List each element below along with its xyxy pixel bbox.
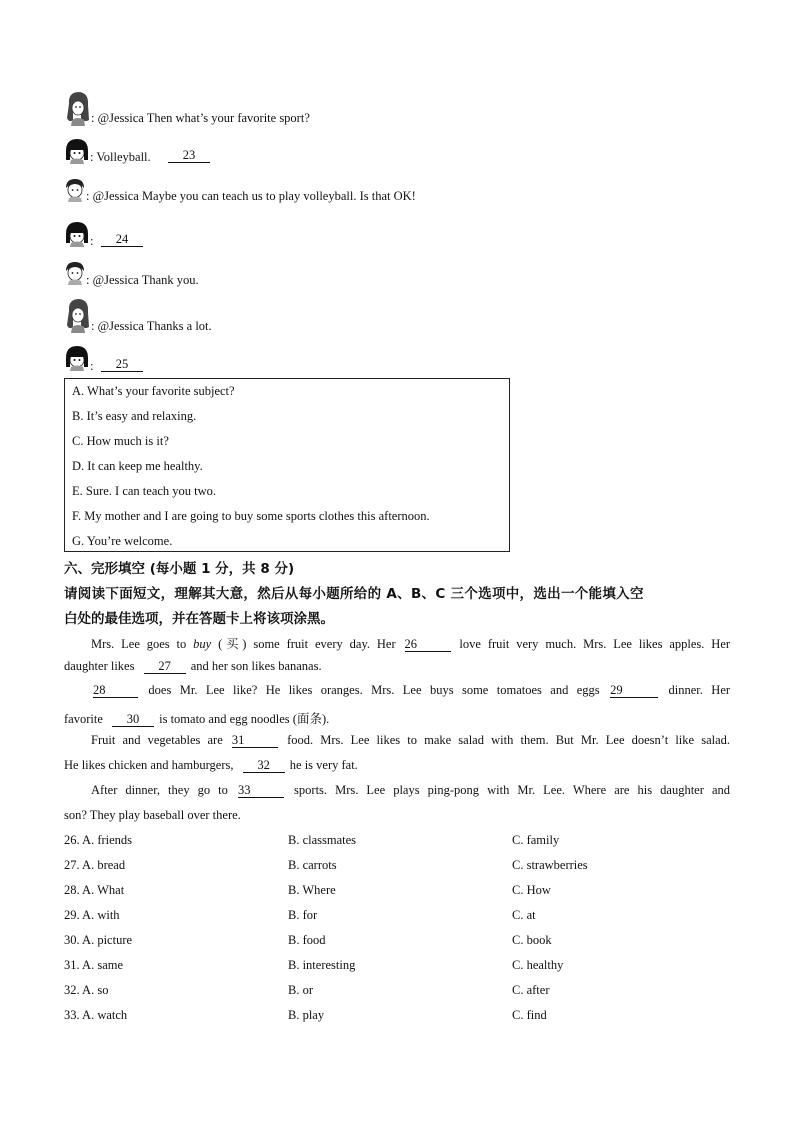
boy-avatar-icon: [64, 178, 86, 202]
options-box: [64, 378, 510, 552]
passage-line: [64, 758, 730, 773]
question-29-option-b: B. for: [288, 908, 318, 922]
passage-line: [64, 634, 730, 652]
option-b: B. It’s easy and relaxing.: [72, 409, 197, 423]
passage-text: (买) some fruit every day. Her: [218, 637, 396, 651]
boy-avatar-icon: [64, 261, 86, 285]
answer-blank: 23: [168, 149, 210, 163]
chat-message: : @Jessica Thanks a lot.: [91, 319, 212, 333]
chat-line: [64, 261, 364, 287]
question-27-option-b: B. carrots: [288, 858, 337, 872]
question-26-option-b: B. classmates: [288, 833, 357, 847]
passage-line: [64, 783, 730, 798]
chat-line: [64, 90, 464, 130]
question-28-option-b: B. Where: [288, 883, 336, 897]
chat-message: : @Jessica Then what’s your favorite sport?: [91, 111, 310, 125]
girl-avatar-icon: [64, 138, 90, 164]
instruction-line: 白处的最佳选项，并在答题卡上将该项涂黑。: [64, 611, 334, 627]
girl-avatar-icon: [64, 297, 92, 333]
option-a: A. What’s your favorite subject?: [72, 384, 235, 398]
passage-text: and her son likes bananas.: [190, 659, 322, 673]
question-32-option-b: B. or: [288, 983, 313, 997]
answer-blank: 24: [101, 233, 143, 247]
passage-text: Fruit and vegetables are: [91, 733, 223, 747]
passage-text: dinner. Her: [668, 683, 731, 697]
chat-line: [64, 297, 364, 337]
passage-line: [64, 733, 730, 748]
option-e: E. Sure. I can teach you two.: [72, 484, 217, 498]
passage-text: daughter likes: [64, 659, 135, 673]
question-33-option-b: B. play: [288, 1008, 325, 1022]
girl-avatar-icon: [64, 221, 90, 247]
chat-message: : @Jessica Thank you.: [86, 273, 199, 287]
passage-text: food. Mrs. Lee likes to make salad with them. But Mr. Lee doesn’t like salad.: [287, 733, 731, 747]
chat-line: [64, 345, 364, 375]
question-32-option-c: C. after: [512, 983, 550, 997]
question-30-option-c: C. book: [512, 933, 552, 947]
passage-text: love fruit very much. Mrs. Lee likes apples. Her: [459, 637, 731, 651]
answer-blank: 26: [405, 638, 451, 652]
instruction-line: 请阅读下面短文，理解其大意，然后从每小题所给的 A、B、C 三个选项中，选出一个能填入空: [64, 586, 644, 602]
passage-line: [64, 683, 730, 698]
question-33-option-c: C. find: [512, 1008, 547, 1022]
chat-message: :: [90, 359, 94, 373]
girl-avatar-icon: [64, 90, 92, 126]
question-27-option-c: C. strawberries: [512, 858, 588, 872]
question-31-option-c: C. healthy: [512, 958, 564, 972]
question-26-option-c: C. family: [512, 833, 560, 847]
question-29-option-a: 29. A. with: [64, 908, 120, 922]
option-f: F. My mother and I are going to buy some sports clothes this afternoon.: [72, 509, 430, 523]
passage-line: [64, 659, 730, 674]
passage-text: favorite: [64, 712, 103, 726]
passage-text: Mrs. Lee goes to: [91, 637, 187, 651]
question-28-option-c: C. How: [512, 883, 551, 897]
chat-line: [64, 221, 464, 251]
answer-blank: 30: [112, 713, 154, 727]
question-31-option-a: 31. A. same: [64, 958, 124, 972]
section-title: 六、完形填空 (每小题 1 分，共 8 分): [64, 561, 295, 577]
question-31-option-b: B. interesting: [288, 958, 356, 972]
passage-text: is tomato and egg noodles (面条).: [159, 712, 330, 726]
question-30-option-a: 30. A. picture: [64, 933, 133, 947]
question-27-option-a: 27. A. bread: [64, 858, 126, 872]
chat-message: : @Jessica Maybe you can teach us to play volleyball. Is that OK!: [86, 189, 416, 203]
question-28-option-a: 28. A. What: [64, 883, 125, 897]
chat-line: [64, 178, 484, 204]
option-g: G. You’re welcome.: [72, 534, 173, 548]
answer-blank: 33: [238, 784, 284, 798]
passage-text: After dinner, they go to: [91, 783, 228, 797]
question-26-option-a: 26. A. friends: [64, 833, 133, 847]
answer-blank: 32: [243, 759, 285, 773]
option-c: C. How much is it?: [72, 434, 169, 448]
chat-message: : Volleyball.: [90, 150, 151, 164]
option-d: D. It can keep me healthy.: [72, 459, 203, 473]
answer-blank: 31: [232, 734, 278, 748]
question-33-option-a: 33. A. watch: [64, 1008, 128, 1022]
question-32-option-a: 32. A. so: [64, 983, 109, 997]
chat-line: [64, 138, 464, 168]
passage-text: He likes chicken and hamburgers,: [64, 758, 234, 772]
question-30-option-b: B. food: [288, 933, 326, 947]
answer-blank: 27: [144, 660, 186, 674]
passage-line: [64, 709, 730, 727]
passage-text: buy: [193, 637, 212, 651]
passage-line: [64, 808, 730, 823]
passage-text: does Mr. Lee like? He likes oranges. Mrs. Lee buys some tomatoes and eggs: [148, 683, 600, 697]
girl-avatar-icon: [64, 345, 90, 371]
answer-blank: 29: [610, 684, 658, 698]
passage-text: son? They play baseball over there.: [64, 808, 241, 822]
answer-blank: 28: [93, 684, 138, 698]
passage-text: sports. Mrs. Lee plays ping-pong with Mr. Lee. Where are his daughter and: [294, 783, 731, 797]
question-29-option-c: C. at: [512, 908, 536, 922]
chat-message: :: [90, 234, 94, 248]
passage-text: he is very fat.: [289, 758, 358, 772]
answer-blank: 25: [101, 358, 143, 372]
